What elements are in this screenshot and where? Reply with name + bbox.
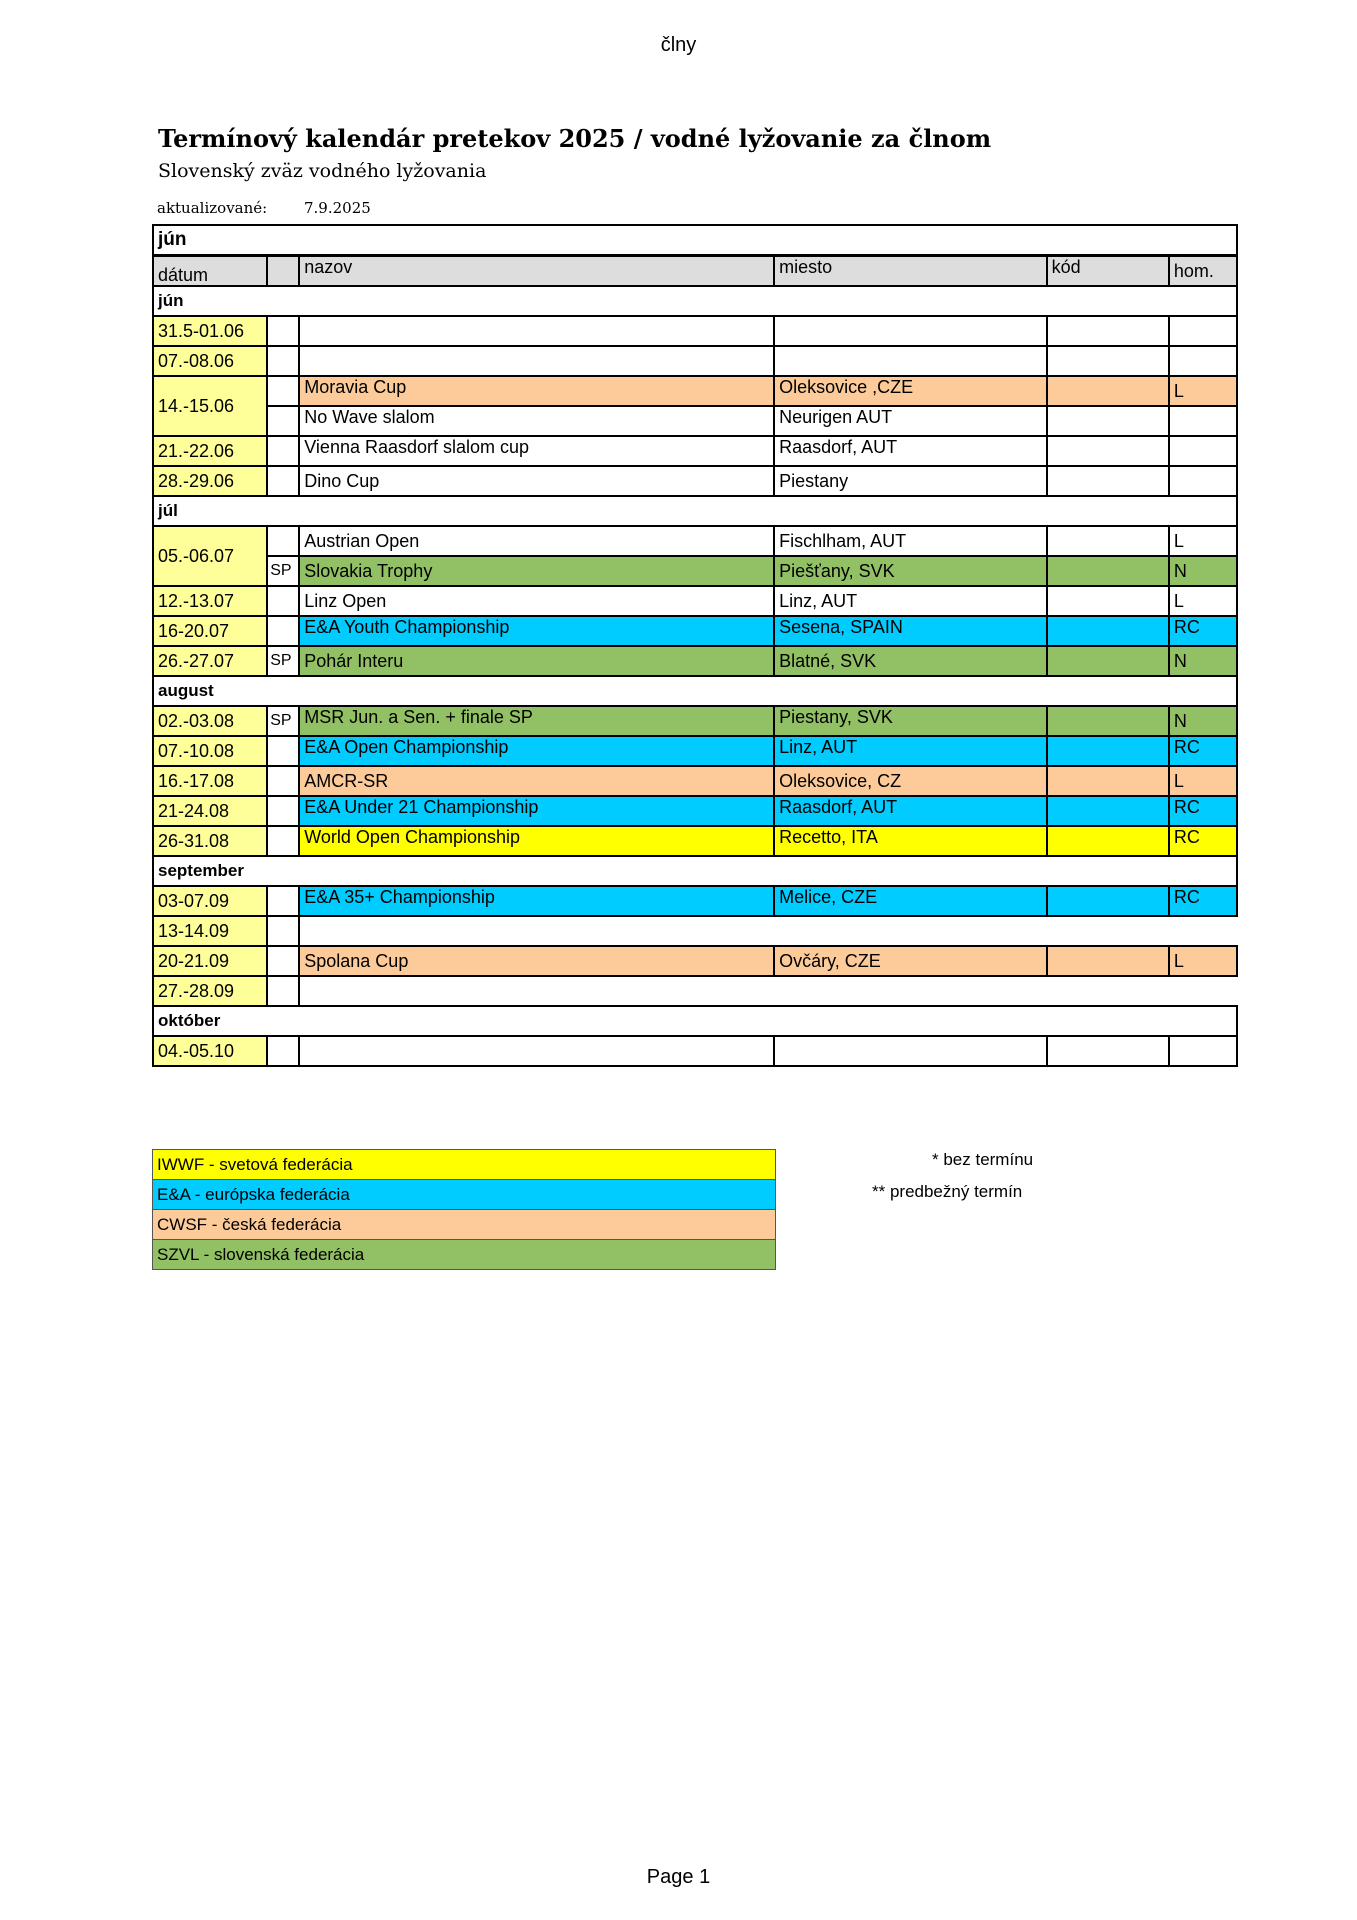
table-row — [153, 556, 1237, 586]
sp-cell — [267, 436, 299, 466]
sp-cell — [267, 826, 299, 856]
miesto-cell: Linz, AUT — [774, 736, 1047, 766]
nazov-cell: Spolana Cup — [299, 946, 774, 976]
month-row — [153, 676, 1237, 706]
sp-cell — [267, 616, 299, 646]
sp-cell — [267, 316, 299, 346]
table-row — [153, 946, 1237, 976]
month-label: júl — [153, 496, 1237, 526]
kod-cell — [1047, 946, 1169, 976]
hom-cell: RC — [1169, 796, 1237, 826]
sp-cell — [267, 526, 299, 556]
legend-row — [153, 1210, 776, 1240]
legend-iwwf: IWWF - svetová federácia — [153, 1150, 776, 1180]
date-cell: 04.-05.10 — [153, 1036, 267, 1066]
sp-cell — [267, 406, 299, 436]
date-cell: 16.-17.08 — [153, 766, 267, 796]
nazov-cell — [299, 346, 774, 376]
nazov-cell: Vienna Raasdorf slalom cup — [299, 436, 774, 466]
table-row — [153, 916, 1237, 946]
kod-cell — [1047, 766, 1169, 796]
kod-cell — [1047, 586, 1169, 616]
nazov-cell: Linz Open — [299, 586, 774, 616]
kod-cell — [1047, 526, 1169, 556]
table-row — [153, 736, 1237, 766]
nazov-cell: Moravia Cup — [299, 376, 774, 406]
date-cell: 03-07.09 — [153, 886, 267, 916]
hom-cell: L — [1169, 526, 1237, 556]
kod-cell — [1047, 796, 1169, 826]
page-footer: Page 1 — [646, 1866, 711, 1888]
sp-cell — [267, 736, 299, 766]
header-miesto: miesto — [774, 256, 1047, 287]
table-row — [153, 706, 1237, 736]
hom-cell — [1169, 406, 1237, 436]
table-row — [153, 976, 1237, 1006]
sp-cell — [267, 946, 299, 976]
sp-cell — [267, 1036, 299, 1066]
miesto-cell: Piestany — [774, 466, 1047, 496]
hom-cell — [1169, 346, 1237, 376]
first-row-label: jún — [153, 225, 1237, 256]
sp-cell: SP — [267, 646, 299, 676]
date-cell: 31.5-01.06 — [153, 316, 267, 346]
miesto-cell: Sesena, SPAIN — [774, 616, 1047, 646]
nazov-cell: No Wave slalom — [299, 406, 774, 436]
nazov-cell: Pohár Interu — [299, 646, 774, 676]
nazov-cell: E&A Youth Championship — [299, 616, 774, 646]
kod-cell — [1047, 1036, 1169, 1066]
table-row — [153, 316, 1237, 346]
page-header: člny — [660, 34, 697, 56]
hom-cell — [1169, 316, 1237, 346]
kod-cell — [1047, 886, 1169, 916]
nazov-cell: AMCR-SR — [299, 766, 774, 796]
hom-cell: RC — [1169, 736, 1237, 766]
date-cell: 21.-22.06 — [153, 436, 267, 466]
legend-row — [153, 1180, 776, 1210]
kod-cell — [1047, 646, 1169, 676]
sp-cell — [267, 766, 299, 796]
calendar-table — [152, 224, 1238, 1067]
date-cell: 16-20.07 — [153, 616, 267, 646]
hom-cell — [1169, 466, 1237, 496]
kod-cell — [1047, 826, 1169, 856]
updated-value: 7.9.2025 — [304, 199, 371, 217]
miesto-cell: Oleksovice ,CZE — [774, 376, 1047, 406]
hom-cell: L — [1169, 376, 1237, 406]
miesto-cell: Piešťany, SVK — [774, 556, 1047, 586]
miesto-cell: Oleksovice, CZ — [774, 766, 1047, 796]
legend-szvl: SZVL - slovenská federácia — [153, 1240, 776, 1270]
miesto-cell: Neurigen AUT — [774, 406, 1047, 436]
kod-cell — [1047, 346, 1169, 376]
nazov-cell: MSR Jun. a Sen. + finale SP — [299, 706, 774, 736]
nazov-cell: World Open Championship — [299, 826, 774, 856]
header-datum: dátum — [153, 256, 267, 287]
legend-row — [153, 1240, 776, 1270]
sp-cell — [267, 376, 299, 406]
kod-cell — [1047, 436, 1169, 466]
hom-cell: L — [1169, 946, 1237, 976]
table-row — [153, 586, 1237, 616]
legend-row — [153, 1150, 776, 1180]
month-row — [153, 496, 1237, 526]
miesto-cell: Linz, AUT — [774, 586, 1047, 616]
header-nazov: nazov — [299, 256, 774, 287]
nazov-cell: E&A Under 21 Championship — [299, 796, 774, 826]
table-row — [153, 766, 1237, 796]
kod-cell — [1047, 616, 1169, 646]
date-cell: 20-21.09 — [153, 946, 267, 976]
month-label: október — [153, 1006, 1237, 1036]
page-title: Termínový kalendár pretekov 2025 / vodné lyžovanie za člnom — [158, 124, 992, 153]
nazov-cell: E&A Open Championship — [299, 736, 774, 766]
month-label: jún — [153, 286, 1237, 316]
miesto-cell: Raasdorf, AUT — [774, 796, 1047, 826]
hom-cell: N — [1169, 706, 1237, 736]
month-label: august — [153, 676, 1237, 706]
sp-cell — [267, 586, 299, 616]
hom-cell — [1169, 1036, 1237, 1066]
miesto-cell: Melice, CZE — [774, 886, 1047, 916]
date-cell: 28.-29.06 — [153, 466, 267, 496]
kod-cell — [1047, 316, 1169, 346]
legend-cwsf: CWSF - česká federácia — [153, 1210, 776, 1240]
kod-cell — [1047, 406, 1169, 436]
table-row — [153, 436, 1237, 466]
table-row — [153, 1036, 1237, 1066]
header-hom: hom. — [1169, 256, 1237, 287]
miesto-cell: Blatné, SVK — [774, 646, 1047, 676]
month-label: september — [153, 856, 1237, 886]
sp-cell: SP — [267, 556, 299, 586]
hom-cell: L — [1169, 766, 1237, 796]
kod-cell — [1047, 466, 1169, 496]
hom-cell: RC — [1169, 826, 1237, 856]
sp-cell — [267, 346, 299, 376]
empty-cell — [299, 916, 1237, 946]
table-row — [153, 376, 1237, 406]
legend-ea: E&A - európska federácia — [153, 1180, 776, 1210]
table-row — [153, 796, 1237, 826]
header-kod: kód — [1047, 256, 1169, 287]
sp-cell — [267, 796, 299, 826]
table-row — [153, 886, 1237, 916]
table-header-row — [153, 256, 1237, 287]
hom-cell: N — [1169, 646, 1237, 676]
date-cell: 13-14.09 — [153, 916, 267, 946]
kod-cell — [1047, 736, 1169, 766]
miesto-cell: Recetto, ITA — [774, 826, 1047, 856]
nazov-cell: Slovakia Trophy — [299, 556, 774, 586]
hom-cell: RC — [1169, 616, 1237, 646]
empty-cell — [299, 976, 1237, 1006]
note-preliminary: ** predbežný termín — [872, 1182, 1023, 1201]
nazov-cell — [299, 1036, 774, 1066]
date-cell: 26-31.08 — [153, 826, 267, 856]
miesto-cell: Fischlham, AUT — [774, 526, 1047, 556]
sp-cell — [267, 976, 299, 1006]
sp-cell: SP — [267, 706, 299, 736]
hom-cell: L — [1169, 586, 1237, 616]
nazov-cell: Austrian Open — [299, 526, 774, 556]
month-row — [153, 286, 1237, 316]
page-subtitle: Slovenský zväz vodného lyžovania — [158, 160, 487, 182]
table-row — [153, 646, 1237, 676]
nazov-cell: E&A 35+ Championship — [299, 886, 774, 916]
date-cell: 26.-27.07 — [153, 646, 267, 676]
legend-table — [152, 1149, 776, 1270]
miesto-cell: Ovčáry, CZE — [774, 946, 1047, 976]
sp-cell — [267, 886, 299, 916]
nazov-cell — [299, 316, 774, 346]
header-sp — [267, 256, 299, 287]
kod-cell — [1047, 376, 1169, 406]
date-cell: 05.-06.07 — [153, 526, 267, 586]
date-cell: 14.-15.06 — [153, 376, 267, 436]
month-row — [153, 1006, 1237, 1036]
sp-cell — [267, 466, 299, 496]
date-cell: 27.-28.09 — [153, 976, 267, 1006]
kod-cell — [1047, 556, 1169, 586]
miesto-cell — [774, 1036, 1047, 1066]
miesto-cell — [774, 316, 1047, 346]
table-row — [153, 466, 1237, 496]
hom-cell: RC — [1169, 886, 1237, 916]
month-row — [153, 856, 1237, 886]
hom-cell: N — [1169, 556, 1237, 586]
miesto-cell: Piestany, SVK — [774, 706, 1047, 736]
miesto-cell — [774, 346, 1047, 376]
table-row — [153, 346, 1237, 376]
date-cell: 02.-03.08 — [153, 706, 267, 736]
table-row — [153, 526, 1237, 556]
date-cell: 07.-10.08 — [153, 736, 267, 766]
miesto-cell: Raasdorf, AUT — [774, 436, 1047, 466]
sp-cell — [267, 916, 299, 946]
updated-label: aktualizované: — [157, 199, 268, 217]
date-cell: 07.-08.06 — [153, 346, 267, 376]
kod-cell — [1047, 706, 1169, 736]
hom-cell — [1169, 436, 1237, 466]
date-cell: 12.-13.07 — [153, 586, 267, 616]
date-cell: 21-24.08 — [153, 796, 267, 826]
table-first-row — [153, 225, 1237, 256]
nazov-cell: Dino Cup — [299, 466, 774, 496]
note-no-date: * bez termínu — [932, 1150, 1034, 1169]
table-row — [153, 616, 1237, 646]
table-row — [153, 826, 1237, 856]
table-row — [153, 406, 1237, 436]
